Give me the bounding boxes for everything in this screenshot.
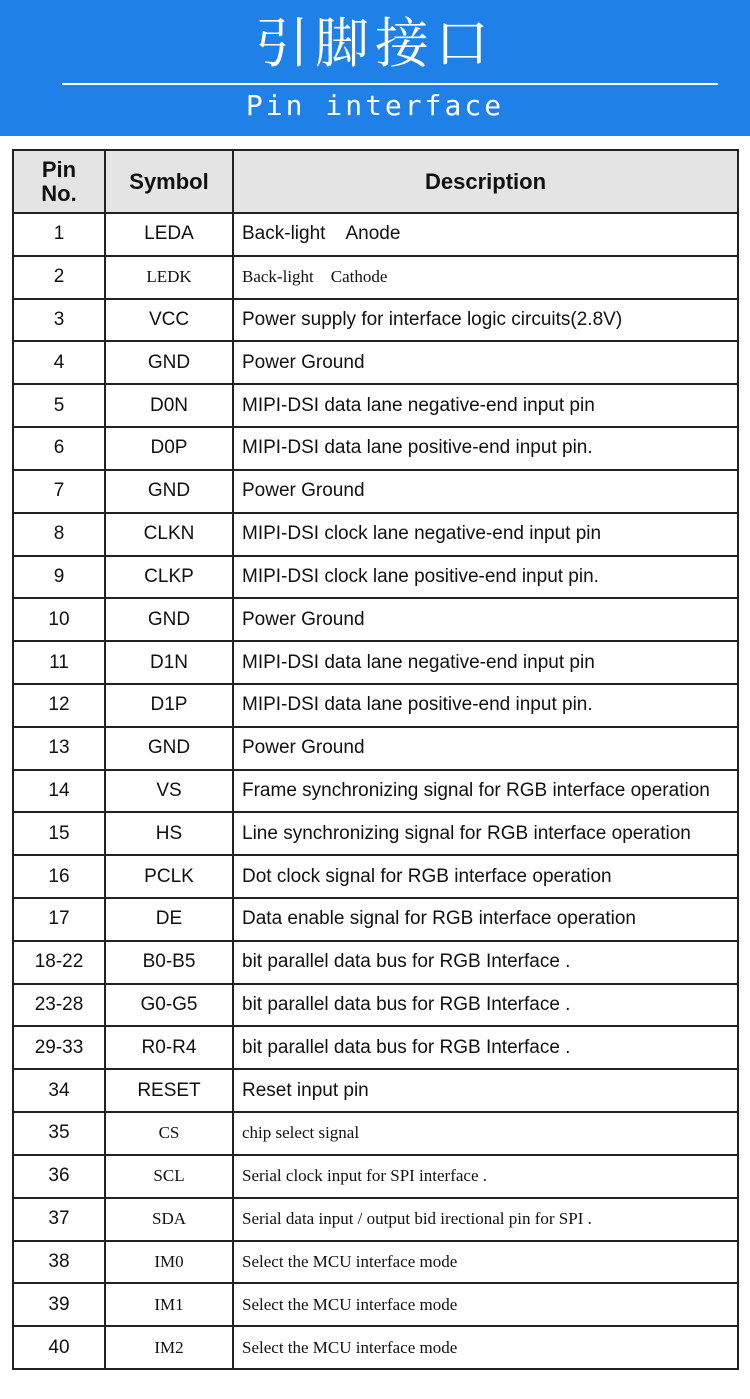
table-row	[13, 556, 738, 599]
description-cell: MIPI-DSI data lane positive-end input pin.	[233, 427, 738, 470]
symbol-cell: VCC	[105, 299, 233, 342]
pin-number-cell: 1	[13, 213, 105, 256]
pin-number-cell: 10	[13, 598, 105, 641]
column-header-description: Description	[233, 150, 738, 213]
description-cell: bit parallel data bus for RGB Interface .	[233, 1026, 738, 1069]
pin-number-cell: 38	[13, 1241, 105, 1284]
symbol-cell: GND	[105, 727, 233, 770]
pin-number-cell: 40	[13, 1326, 105, 1369]
table-row	[13, 341, 738, 384]
table-row	[13, 1283, 738, 1326]
symbol-cell: LEDA	[105, 213, 233, 256]
table-row	[13, 213, 738, 256]
symbol-cell: DE	[105, 898, 233, 941]
pin-number-cell: 14	[13, 770, 105, 813]
table-row	[13, 727, 738, 770]
pin-number-cell: 6	[13, 427, 105, 470]
table-row	[13, 256, 738, 299]
pin-number-cell: 29-33	[13, 1026, 105, 1069]
description-cell: Back-light Cathode	[233, 256, 738, 299]
description-cell: Back-light Anode	[233, 213, 738, 256]
description-cell: Frame synchronizing signal for RGB interface operation	[233, 770, 738, 813]
description-cell: Power supply for interface logic circuits(2.8V)	[233, 299, 738, 342]
pin-number-cell: 7	[13, 470, 105, 513]
page-subtitle: Pin interface	[245, 89, 505, 122]
table-row	[13, 299, 738, 342]
description-cell: Power Ground	[233, 598, 738, 641]
pin-number-cell: 17	[13, 898, 105, 941]
table-row	[13, 684, 738, 727]
symbol-cell: SDA	[105, 1198, 233, 1241]
description-cell: bit parallel data bus for RGB Interface .	[233, 941, 738, 984]
header-banner	[0, 0, 750, 136]
description-cell: MIPI-DSI data lane negative-end input pin	[233, 641, 738, 684]
table-row	[13, 1198, 738, 1241]
pin-number-cell: 2	[13, 256, 105, 299]
description-cell: Power Ground	[233, 341, 738, 384]
pin-number-cell: 11	[13, 641, 105, 684]
pin-number-cell: 5	[13, 384, 105, 427]
symbol-cell: D0P	[105, 427, 233, 470]
description-cell: Serial data input / output bid irectional pin for SPI .	[233, 1198, 738, 1241]
description-cell: Reset input pin	[233, 1069, 738, 1112]
description-cell: bit parallel data bus for RGB Interface .	[233, 984, 738, 1027]
pin-number-cell: 36	[13, 1155, 105, 1198]
pin-number-cell: 3	[13, 299, 105, 342]
table-row	[13, 513, 738, 556]
table-row	[13, 1241, 738, 1284]
table-row	[13, 1112, 738, 1155]
description-cell: Line synchronizing signal for RGB interface operation	[233, 812, 738, 855]
symbol-cell: RESET	[105, 1069, 233, 1112]
pin-number-cell: 15	[13, 812, 105, 855]
symbol-cell: PCLK	[105, 855, 233, 898]
description-cell: MIPI-DSI clock lane positive-end input pin.	[233, 556, 738, 599]
pin-number-cell: 9	[13, 556, 105, 599]
pin-number-cell: 16	[13, 855, 105, 898]
description-cell: MIPI-DSI clock lane negative-end input pin	[233, 513, 738, 556]
description-cell: Select the MCU interface mode	[233, 1283, 738, 1326]
table-row	[13, 1326, 738, 1369]
table-row	[13, 598, 738, 641]
symbol-cell: LEDK	[105, 256, 233, 299]
table-row	[13, 855, 738, 898]
pin-number-cell: 37	[13, 1198, 105, 1241]
table-row	[13, 1155, 738, 1198]
table-row	[13, 641, 738, 684]
pin-number-cell: 23-28	[13, 984, 105, 1027]
symbol-cell: R0-R4	[105, 1026, 233, 1069]
symbol-cell: G0-G5	[105, 984, 233, 1027]
symbol-cell: D1N	[105, 641, 233, 684]
symbol-cell: IM2	[105, 1326, 233, 1369]
description-cell: Power Ground	[233, 470, 738, 513]
description-cell: MIPI-DSI data lane positive-end input pin.	[233, 684, 738, 727]
description-cell: Dot clock signal for RGB interface operation	[233, 855, 738, 898]
pin-table-body	[13, 213, 738, 1369]
pin-number-cell: 34	[13, 1069, 105, 1112]
pin-number-cell: 18-22	[13, 941, 105, 984]
symbol-cell: SCL	[105, 1155, 233, 1198]
symbol-cell: CS	[105, 1112, 233, 1155]
pin-table	[12, 149, 739, 1370]
table-row	[13, 941, 738, 984]
description-cell: Select the MCU interface mode	[233, 1241, 738, 1284]
description-cell: Data enable signal for RGB interface operation	[233, 898, 738, 941]
symbol-cell: B0-B5	[105, 941, 233, 984]
table-header-row	[13, 150, 738, 213]
table-row	[13, 384, 738, 427]
symbol-cell: D0N	[105, 384, 233, 427]
symbol-cell: D1P	[105, 684, 233, 727]
column-header-symbol: Symbol	[105, 150, 233, 213]
pin-number-cell: 39	[13, 1283, 105, 1326]
description-cell: Select the MCU interface mode	[233, 1326, 738, 1369]
title-divider	[62, 83, 718, 85]
description-cell: Serial clock input for SPI interface .	[233, 1155, 738, 1198]
pin-number-cell: 4	[13, 341, 105, 384]
symbol-cell: IM0	[105, 1241, 233, 1284]
pin-number-cell: 8	[13, 513, 105, 556]
description-cell: MIPI-DSI data lane negative-end input pin	[233, 384, 738, 427]
symbol-cell: GND	[105, 470, 233, 513]
table-row	[13, 898, 738, 941]
pin-number-cell: 13	[13, 727, 105, 770]
symbol-cell: IM1	[105, 1283, 233, 1326]
symbol-cell: VS	[105, 770, 233, 813]
description-cell: Power Ground	[233, 727, 738, 770]
table-row	[13, 770, 738, 813]
table-row	[13, 1069, 738, 1112]
table-row	[13, 1026, 738, 1069]
symbol-cell: CLKN	[105, 513, 233, 556]
symbol-cell: GND	[105, 598, 233, 641]
symbol-cell: GND	[105, 341, 233, 384]
description-cell: chip select signal	[233, 1112, 738, 1155]
table-row	[13, 427, 738, 470]
page-title: 引脚接口	[255, 12, 495, 75]
pin-number-cell: 35	[13, 1112, 105, 1155]
table-row	[13, 812, 738, 855]
column-header-pin-no: Pin No.	[13, 150, 105, 213]
table-row	[13, 984, 738, 1027]
pin-number-cell: 12	[13, 684, 105, 727]
symbol-cell: HS	[105, 812, 233, 855]
table-row	[13, 470, 738, 513]
symbol-cell: CLKP	[105, 556, 233, 599]
